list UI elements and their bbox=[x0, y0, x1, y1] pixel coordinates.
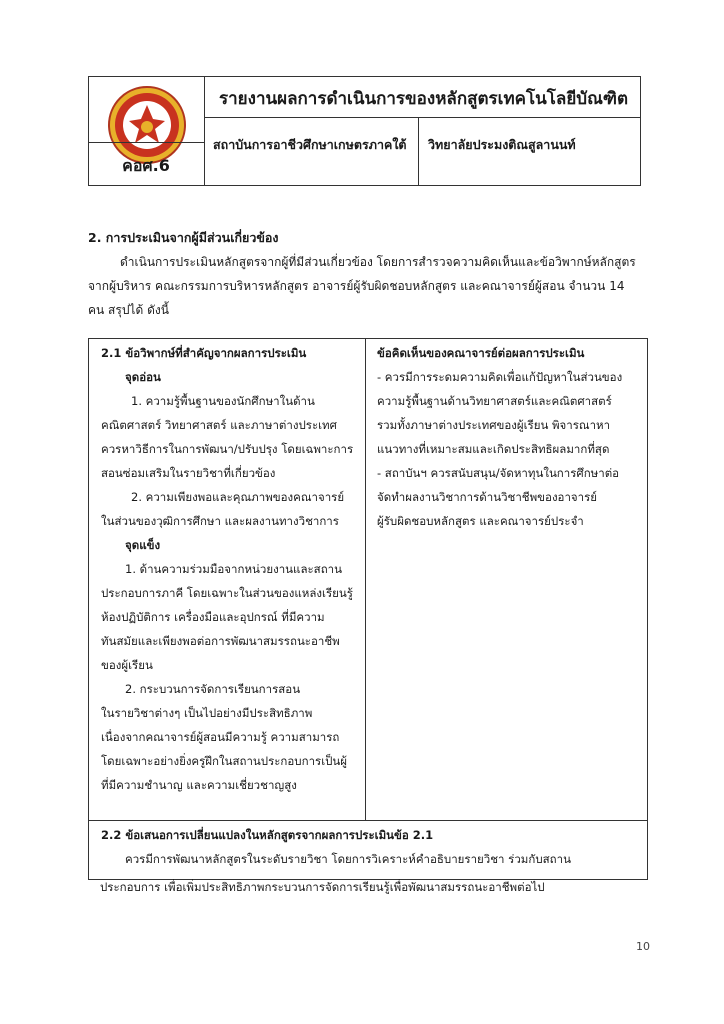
institute-name: สถาบันการอาชีวศึกษาเกษตรภาคใต้ bbox=[213, 137, 407, 152]
table-row-divider bbox=[89, 820, 647, 821]
strength-label: จุดแข็ง bbox=[125, 538, 161, 552]
strength-line: โดยเฉพาะอย่างยิ่งครูฝึกในสถานประกอบการเป็นผู้ bbox=[101, 754, 348, 768]
strength-line: 2. กระบวนการจัดการเรียนการสอน bbox=[125, 682, 301, 696]
intro-line: คน สรุปได้ ดังนี้ bbox=[88, 303, 169, 317]
proposal-line: ควรมีการพัฒนาหลักสูตรในระดับรายวิชา โดยการวิเคราะห์คำอธิบายรายวิชา ร่วมกับสถาน bbox=[125, 852, 571, 866]
weakness-label: จุดอ่อน bbox=[125, 370, 161, 384]
proposal-header: 2.2 ข้อเสนอการเปลี่ยนแปลงในหลักสูตรจากผลการประเมินข้อ 2.1 bbox=[101, 828, 434, 842]
comment-line: ความรู้พื้นฐานด้านวิทยาศาสตร์และคณิตศาสตร์ bbox=[377, 394, 612, 408]
section-heading: 2. การประเมินจากผู้มีส่วนเกี่ยวข้อง bbox=[88, 230, 279, 245]
intro-line: ดำเนินการประเมินหลักสูตรจากผู้ที่มีส่วนเกี่ยวข้อง โดยการสำรวจความคิดเห็นและข้อวิพากษ์หลักสูตร bbox=[120, 255, 636, 269]
comment-line: - สถาบันฯ ควรสนับสนุน/จัดหาทุนในการศึกษาต่อ bbox=[377, 466, 620, 480]
right-column-header: ข้อคิดเห็นของคณาจารย์ต่อผลการประเมิน bbox=[377, 346, 585, 360]
form-code: คอศ.6 bbox=[122, 156, 170, 175]
strength-line: ของผู้เรียน bbox=[101, 658, 153, 672]
weakness-line: ควรหาวิธีการในการพัฒนา/ปรับปรุง โดยเฉพาะการ bbox=[101, 442, 354, 456]
strength-line: ที่มีความชำนาญ และความเชี่ยวชาญสูง bbox=[101, 778, 297, 792]
intro-paragraph bbox=[88, 250, 654, 322]
strength-line: ห้องปฏิบัติการ เครื่องมือและอุปกรณ์ ที่มีความ bbox=[101, 610, 325, 624]
evaluation-table bbox=[88, 338, 648, 880]
header-divider bbox=[204, 117, 640, 118]
comment-line: - ควรมีการระดมความคิดเพื่อแก้ปัญหาในส่วนของ bbox=[377, 370, 623, 384]
college-name: วิทยาลัยประมงติณสูลานนท์ bbox=[428, 137, 576, 152]
header-divider bbox=[418, 117, 419, 185]
strength-line: ประกอบการภาคี โดยเฉพาะในส่วนของแหล่งเรียนรู้ bbox=[101, 586, 353, 600]
weakness-line: ในส่วนของวุฒิการศึกษา และผลงานทางวิชาการ bbox=[101, 514, 339, 528]
strength-line: ในรายวิชาต่างๆ เป็นไปอย่างมีประสิทธิภาพ bbox=[101, 706, 313, 720]
comment-line: จัดทำผลงานวิชาการด้านวิชาชีพของอาจารย์ bbox=[377, 490, 598, 504]
proposal-line: ประกอบการ เพื่อเพิ่มประสิทธิภาพกระบวนการจัดการเรียนรู้เพื่อพัฒนาสมรรถนะอาชีพต่อไป bbox=[100, 880, 545, 894]
comment-line: แนวทางที่เหมาะสมและเกิดประสิทธิผลมากที่สุด bbox=[377, 442, 610, 456]
comment-line: รวมทั้งภาษาต่างประเทศของผู้เรียน พิจารณาหา bbox=[377, 418, 611, 432]
header-divider bbox=[204, 77, 205, 185]
table-column-divider bbox=[365, 339, 366, 820]
page-number: 10 bbox=[636, 940, 650, 953]
comment-line: ผู้รับผิดชอบหลักสูตร และคณาจารย์ประจำ bbox=[377, 514, 584, 528]
report-title: รายงานผลการดำเนินการของหลักสูตรเทคโนโลยีบัณฑิต bbox=[219, 89, 629, 109]
strength-line: 1. ด้านความร่วมมือจากหน่วยงานและสถาน bbox=[125, 562, 342, 576]
left-column-header: 2.1 ข้อวิพากษ์ที่สำคัญจากผลการประเมิน bbox=[101, 346, 307, 360]
strength-line: ทันสมัยและเพียงพอต่อการพัฒนาสมรรถนะอาชีพ bbox=[101, 634, 340, 648]
weakness-line: 2. ความเพียงพอและคุณภาพของคณาจารย์ bbox=[131, 490, 345, 504]
intro-line: จากผู้บริหาร คณะกรรมการบริหารหลักสูตร อาจารย์ผู้รับผิดชอบหลักสูตร และคณาจารย์ผู้สอน จำนวน 14 bbox=[88, 279, 625, 293]
strength-line: เนื่องจากคณาจารย์ผู้สอนมีความรู้ ความสามารถ bbox=[101, 730, 340, 744]
weakness-line: 1. ความรู้พื้นฐานของนักศึกษาในด้าน bbox=[131, 394, 315, 408]
weakness-line: สอนซ่อมเสริมในรายวิชาที่เกี่ยวข้อง bbox=[101, 466, 276, 480]
weakness-line: คณิตศาสตร์ วิทยาศาสตร์ และภาษาต่างประเทศ bbox=[101, 418, 337, 432]
form-code-cell bbox=[88, 143, 204, 186]
